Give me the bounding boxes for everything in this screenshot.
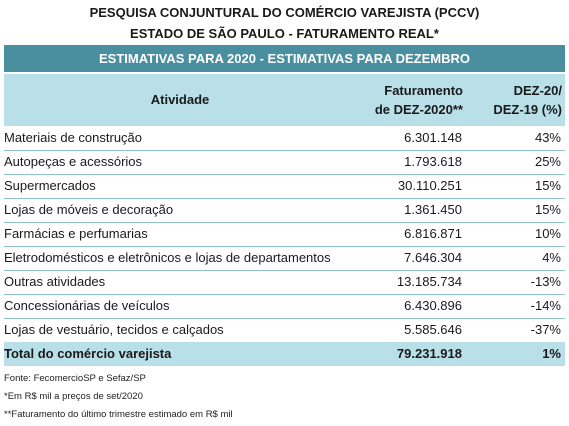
total-row (4, 342, 565, 366)
row-activity: Autopeças e acessórios (4, 154, 143, 169)
row-revenue: 7.646.304 (404, 250, 462, 265)
table-row (4, 222, 565, 247)
row-revenue: 1.361.450 (404, 202, 462, 217)
header-revenue-line2: de DEZ-2020** (374, 102, 463, 117)
row-change: -13% (530, 274, 561, 289)
row-activity: Outras atividades (4, 274, 106, 289)
row-activity: Supermercados (4, 178, 96, 193)
report-title: PESQUISA CONJUNTURAL DO COMÉRCIO VAREJISTA (PCCV) (89, 5, 480, 20)
row-change: -37% (530, 322, 561, 337)
table-row (4, 246, 565, 271)
estimates-banner: ESTIMATIVAS PARA 2020 - ESTIMATIVAS PARA DEZEMBRO (4, 45, 565, 72)
total-change: 1% (542, 346, 561, 361)
row-revenue: 1.793.618 (404, 154, 462, 169)
table-row (4, 198, 565, 223)
row-activity: Lojas de vestuário, tecidos e calçados (4, 322, 224, 337)
row-activity: Farmácias e perfumarias (4, 226, 148, 241)
header-change-line2: DEZ-19 (%) (493, 102, 562, 117)
header-revenue-line1: Faturamento (384, 83, 463, 98)
table-row (4, 126, 565, 151)
row-change: 15% (534, 178, 561, 193)
table-row (4, 150, 565, 175)
total-revenue: 79.231.918 (396, 346, 462, 361)
row-revenue: 30.110.251 (397, 178, 462, 193)
source-note: Fonte: FecomercioSP e Sefaz/SP (4, 373, 146, 384)
total-activity: Total do comércio varejista (4, 346, 172, 361)
row-change: 25% (534, 154, 561, 169)
table-row (4, 294, 565, 319)
row-activity: Concessionárias de veículos (4, 298, 170, 313)
row-change: -14% (530, 298, 561, 313)
row-revenue: 6.430.896 (404, 298, 462, 313)
row-change: 4% (542, 250, 561, 265)
row-revenue: 13.185.734 (396, 274, 462, 289)
estimate-note: **Faturamento do último trimestre estimado em R$ mil (4, 409, 233, 420)
row-change: 43% (534, 130, 561, 145)
row-change: 10% (534, 226, 561, 241)
row-revenue: 6.816.871 (404, 226, 462, 241)
table-row (4, 270, 565, 295)
report-subtitle: ESTADO DE SÃO PAULO - FATURAMENTO REAL* (130, 26, 439, 41)
row-revenue: 5.585.646 (404, 322, 462, 337)
currency-note: *Em R$ mil a preços de set/2020 (4, 391, 143, 402)
row-revenue: 6.301.148 (404, 130, 462, 145)
table-row (4, 318, 565, 343)
table-row (4, 174, 565, 199)
row-change: 15% (534, 202, 561, 217)
row-activity: Eletrodomésticos e eletrônicos e lojas de departamentos (4, 250, 331, 265)
row-activity: Lojas de móveis e decoração (4, 202, 174, 217)
header-change (474, 81, 562, 119)
header-revenue (356, 81, 463, 119)
header-change-line1: DEZ-20/ (513, 83, 562, 98)
row-activity: Materiais de construção (4, 130, 143, 145)
table-header (4, 74, 565, 126)
header-activity: Atividade (150, 92, 210, 107)
